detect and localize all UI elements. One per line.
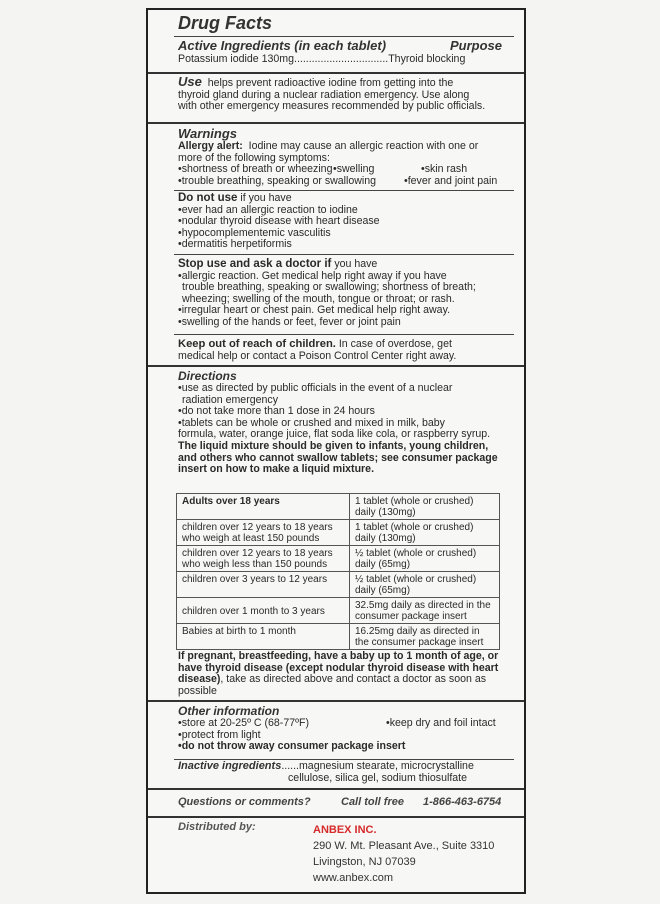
allergy-text: more of the following symptoms: (178, 151, 330, 164)
pregnancy-bold-line: disease) (178, 673, 221, 686)
divider (174, 36, 514, 37)
inactive-ingredients-section (148, 761, 524, 784)
use-text-line: helps prevent radioactive iodine from getting into the (207, 77, 454, 89)
stop-use-line: •irregular heart or chest pain. Get medical help right away. (178, 304, 451, 317)
purpose-value: Thyroid blocking (388, 53, 466, 65)
pregnancy-bold-line: have thyroid disease (except nodular thyroid disease with heart (178, 661, 499, 674)
do-not-use-item: •ever had an allergic reaction to iodine (178, 203, 358, 216)
age-group-cell: Adults over 18 years (177, 494, 350, 520)
distributor-address: 290 W. Mt. Pleasant Ave., Suite 3310 (313, 840, 495, 852)
divider (174, 190, 514, 191)
directions-section (148, 369, 524, 476)
table-row (177, 546, 500, 572)
distributor-name: ANBEX INC. (313, 824, 377, 836)
table-row (177, 520, 500, 546)
age-group-cell: children over 12 years to 18 years who weigh less than 150 pounds (177, 546, 350, 572)
warnings-section (148, 126, 524, 187)
stop-use-heading-rest: you have (331, 258, 378, 270)
directions-line: •do not take more than 1 dose in 24 hours (178, 405, 375, 418)
active-ingredient: Potassium iodide 130mg (178, 53, 295, 65)
liquid-mixture-note: and others who cannot swallow tablets; see consumer package (178, 451, 498, 464)
pregnancy-text: possible (178, 684, 217, 697)
distributor-section (148, 821, 524, 884)
questions-section (148, 796, 524, 808)
symptom-item: •trouble breathing, speaking or swallowing (178, 174, 377, 187)
other-info-item: •store at 20-25º C (68-77ºF) (178, 717, 309, 729)
keep-out-section (148, 339, 524, 362)
do-not-use-heading-rest: if you have (237, 192, 292, 204)
distributed-by-label: Distributed by: (178, 821, 256, 833)
purpose-heading: Purpose (449, 38, 502, 53)
directions-line: radiation emergency (182, 393, 278, 406)
active-ingredients-heading: Active Ingredients (in each tablet) (178, 38, 387, 53)
table-row (177, 598, 500, 624)
pregnancy-bold-line: If pregnant, breastfeeding, have a baby up to 1 month of age, or (178, 650, 499, 662)
keep-out-text: In case of overdose, get (335, 338, 452, 350)
section-divider (148, 122, 524, 124)
pregnancy-text: , take as directed above and contact a doctor as soon as (220, 673, 487, 686)
leader-dots: ................................ (294, 53, 389, 65)
warnings-heading: Warnings (178, 126, 237, 141)
symptom-item: •fever and joint pain (404, 174, 498, 187)
dose-cell: 1 tablet (whole or crushed) daily (130mg) (350, 494, 500, 520)
other-information-section (148, 704, 524, 753)
stop-use-heading: Stop use and ask a doctor if (178, 258, 332, 270)
liquid-mixture-note: insert on how to make a liquid mixture. (178, 463, 375, 476)
keep-out-text: medical help or contact a Poison Control Center right away. (178, 349, 457, 362)
leader-dots: ...... (281, 760, 299, 772)
other-info-item: •keep dry and foil intact (386, 717, 496, 729)
drug-facts-panel (146, 8, 526, 894)
inactive-text: magnesium stearate, microcrystalline (298, 760, 474, 772)
directions-line: •use as directed by public officials in the event of a nuclear (178, 382, 453, 394)
age-group-cell: children over 3 years to 12 years (177, 572, 350, 598)
dose-cell: 1 tablet (whole or crushed) daily (130mg) (350, 520, 500, 546)
directions-line: formula, water, orange juice, flat soda like cola, or raspberry syrup. (178, 428, 491, 441)
directions-heading: Directions (178, 369, 237, 383)
dose-cell: 32.5mg daily as directed in the consumer package insert (350, 598, 500, 624)
section-divider (148, 788, 524, 790)
phone-number: 1-866-463-6754 (423, 796, 502, 808)
use-text-line: with other emergency measures recommended by public officials. (178, 100, 486, 113)
distributor-website: www.anbex.com (313, 872, 394, 884)
do-not-use-item: •dermatitis herpetiformis (178, 238, 292, 251)
active-ingredients-section (148, 38, 524, 66)
distributor-address: Livingston, NJ 07039 (313, 856, 416, 868)
use-section (148, 76, 524, 113)
pregnancy-warning (148, 651, 524, 697)
directions-line: •tablets can be whole or crushed and mixed in milk, baby (178, 416, 445, 429)
section-divider (148, 700, 524, 702)
symptom-item: •skin rash (421, 163, 468, 176)
use-heading: Use (178, 74, 202, 89)
table-row (177, 572, 500, 598)
drug-facts-title: Drug Facts (178, 13, 273, 33)
section-divider (148, 365, 524, 367)
stop-use-line: trouble breathing, speaking or swallowing; shortness of breath; (182, 281, 476, 294)
section-divider (148, 816, 524, 818)
inactive-text: cellulose, silica gel, sodium thiosulfate (288, 771, 468, 784)
questions-label: Questions or comments? (178, 796, 311, 808)
drug-facts-title-section (148, 12, 524, 34)
other-info-item: •protect from light (178, 728, 261, 741)
symptom-item: •shortness of breath or wheezing (178, 163, 333, 176)
dose-cell: 16.25mg daily as directed in the consumer package insert (350, 624, 500, 650)
do-not-use-item: •nodular thyroid disease with heart disease (178, 215, 380, 228)
section-divider (148, 72, 524, 74)
age-group-cell: Babies at birth to 1 month (177, 624, 350, 650)
stop-use-line: •allergic reaction. Get medical help right away if you have (178, 269, 447, 282)
dosage-table (176, 493, 500, 650)
inactive-ingredients-heading: Inactive ingredients (178, 760, 282, 772)
other-info-item: •do not throw away consumer package insert (178, 740, 406, 753)
do-not-use-section (148, 193, 524, 251)
call-label: Call toll free (341, 796, 404, 808)
stop-use-section (148, 259, 524, 329)
dose-cell: ½ tablet (whole or crushed) daily (65mg) (350, 546, 500, 572)
stop-use-line: •swelling of the hands or feet, fever or joint pain (178, 315, 401, 328)
keep-out-heading: Keep out of reach of children. (178, 338, 336, 350)
table-row (177, 494, 500, 520)
age-group-cell: children over 1 month to 3 years (177, 598, 350, 624)
do-not-use-heading: Do not use (178, 192, 238, 204)
allergy-text: Iodine may cause an allergic reaction with one or (248, 140, 479, 152)
do-not-use-item: •hypocomplementemic vasculitis (178, 226, 331, 239)
liquid-mixture-note: The liquid mixture should be given to infants, young children, (178, 439, 489, 452)
divider (174, 254, 514, 255)
symptom-item: •swelling (333, 163, 375, 176)
table-row (177, 624, 500, 650)
age-group-cell: children over 12 years to 18 years who weigh at least 150 pounds (177, 520, 350, 546)
other-information-heading: Other information (178, 704, 280, 718)
use-text-line: thyroid gland during a nuclear radiation emergency. Use along (178, 88, 470, 101)
divider (174, 334, 514, 335)
allergy-alert-label: Allergy alert: (178, 140, 243, 152)
dose-cell: ½ tablet (whole or crushed) daily (65mg) (350, 572, 500, 598)
stop-use-line: wheezing; swelling of the mouth, tongue or throat; or rash. (182, 292, 455, 305)
